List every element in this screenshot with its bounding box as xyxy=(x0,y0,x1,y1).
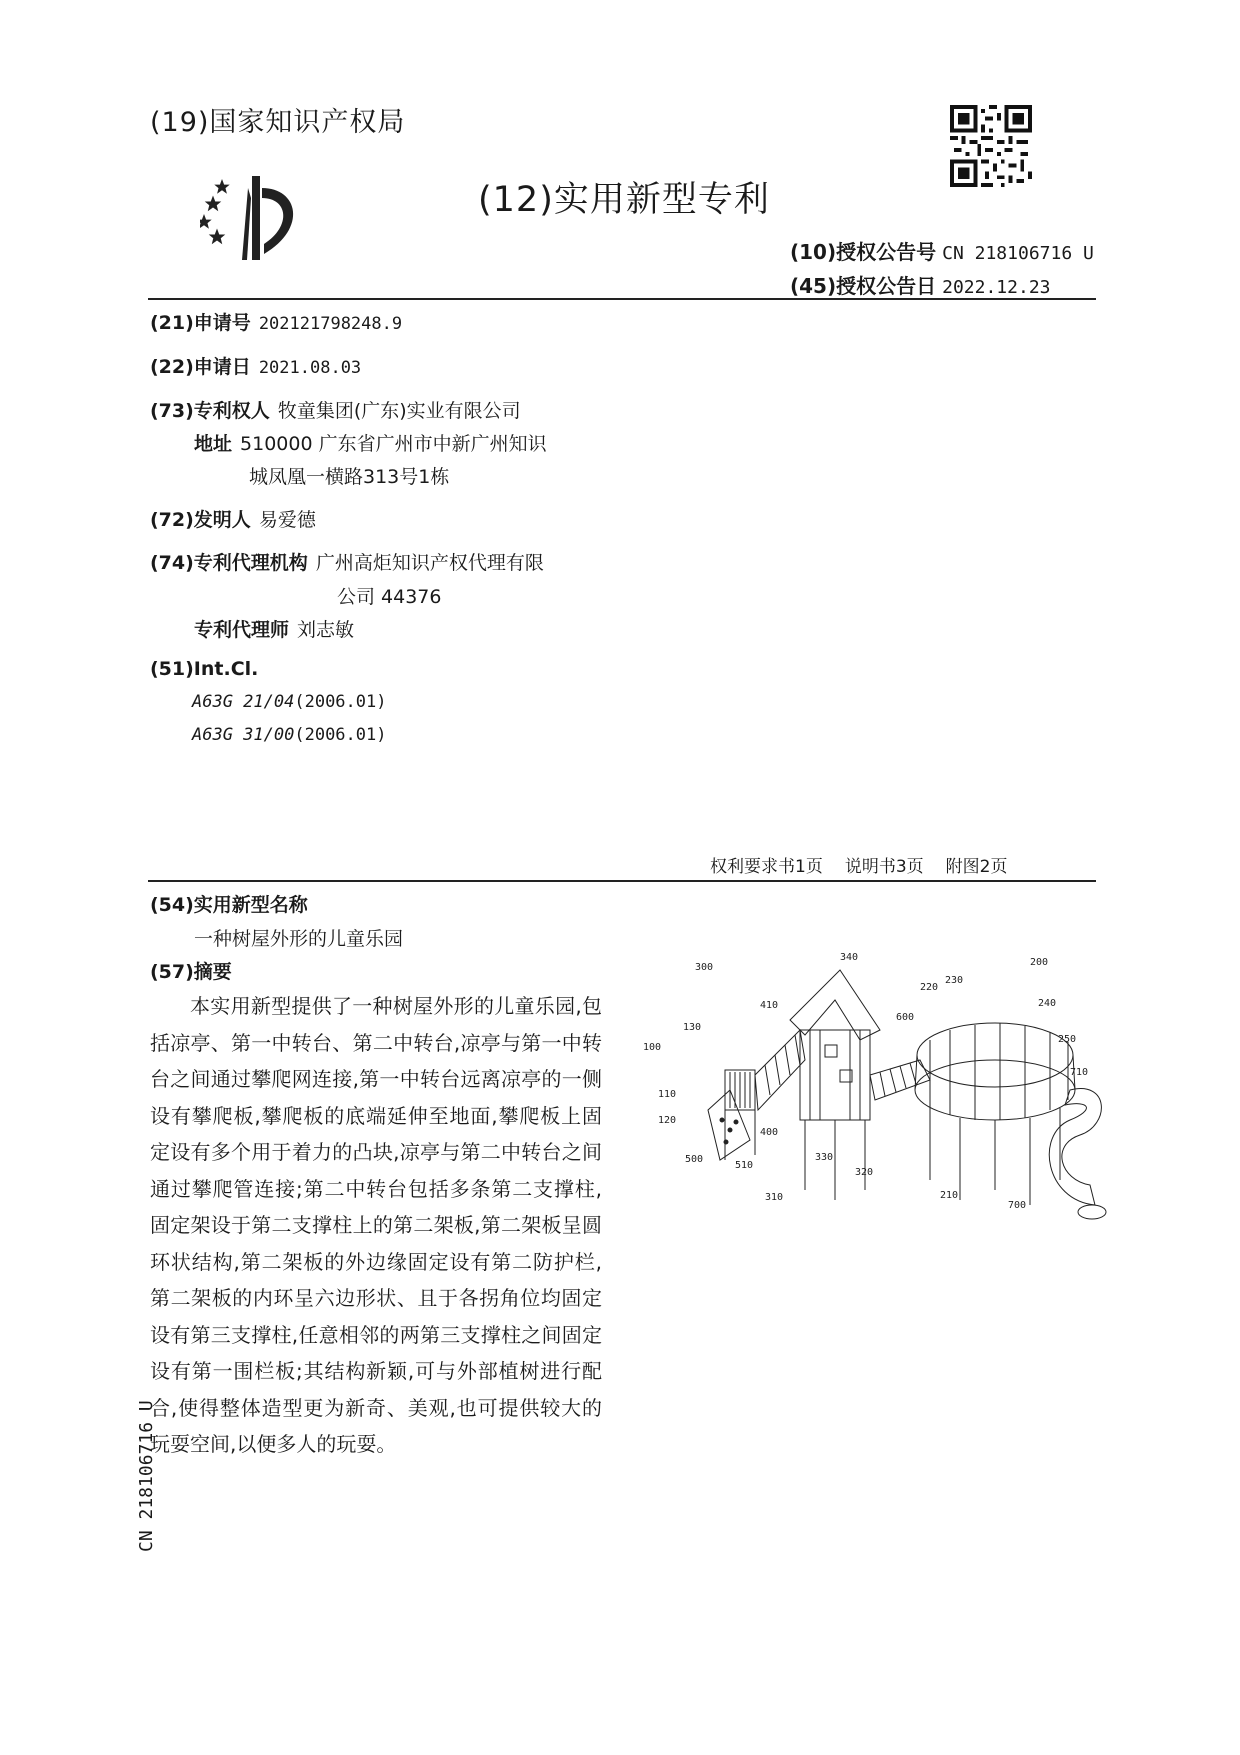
application-date-row xyxy=(150,352,361,379)
inventor-row xyxy=(150,505,316,532)
agency-line2: 公司 44376 xyxy=(337,586,442,608)
tree-house-drawing xyxy=(790,970,880,1200)
side-publication-number: CN 218106716 U xyxy=(136,1400,157,1552)
ipc-label: (51)Int.Cl. xyxy=(150,658,259,680)
ref-label: 700 xyxy=(1008,1200,1027,1211)
ref-label: 200 xyxy=(1030,957,1049,968)
climbing-net-drawing xyxy=(755,1030,805,1110)
ref-label: 340 xyxy=(840,952,859,963)
patentee-label: (73)专利权人 xyxy=(150,400,270,422)
ref-label: 300 xyxy=(695,962,714,973)
address-label: 地址 xyxy=(194,433,233,455)
application-date: 2021.08.03 xyxy=(258,358,362,378)
cnipa-logo xyxy=(200,168,330,268)
ipc-entry xyxy=(192,725,386,745)
ipc-version: (2006.01) xyxy=(294,725,387,745)
claims-pages: 权利要求书1页 xyxy=(710,857,823,877)
drawing-pages: 附图2页 xyxy=(945,857,1008,877)
abstract-label: (57)摘要 xyxy=(150,961,232,983)
abstract-text: 本实用新型提供了一种树屋外形的儿童乐园,包括凉亭、第一中转台、第二中转台,凉亭与第一中转台之间通过攀爬网连接,第一中转台远离凉亭的一侧设有攀爬板,攀爬板的底端延伸至地面,攀爬板上固定设有多个用于着力的凸块,凉亭与第二中转台之间通过攀爬管连接;第二中转台包括多条第二支撑柱,固定架设于第二支撑柱上的第二架板,第二架板呈圆环状结构,第二架板的外边缘固定设有第二防护栏,第二架板的内环呈六边形状、且于各拐角位均固定设有第三支撑柱,任意相邻的两第三支撑柱之间固定设有第一围栏板;其结构新颖,可与外部植树进行配合,使得整体造型更为新奇、美观,也可提供较大的玩耍空间,以便多人的玩耍。 xyxy=(150,994,602,1456)
title-label: (54)实用新型名称 xyxy=(150,894,308,916)
header-rule xyxy=(148,298,1096,300)
ref-label: 310 xyxy=(765,1192,784,1203)
ref-label: 400 xyxy=(760,1127,779,1138)
ipc-label-row xyxy=(150,658,258,680)
climbing-board-drawing xyxy=(708,1090,750,1160)
page-counts xyxy=(710,852,1029,877)
ipc-code: A63G 31/00 xyxy=(192,725,295,745)
agency-row xyxy=(150,548,544,575)
ref-label: 320 xyxy=(855,1167,874,1178)
ref-label: 600 xyxy=(896,1012,915,1023)
section-rule xyxy=(148,880,1096,882)
ref-label: 240 xyxy=(1038,998,1057,1009)
description-pages: 说明书3页 xyxy=(844,857,924,877)
ref-label: 250 xyxy=(1058,1034,1077,1045)
inventor-label: (72)发明人 xyxy=(150,509,251,531)
ref-label: 230 xyxy=(945,975,964,986)
ref-label: 130 xyxy=(683,1022,702,1033)
platform-ring-drawing xyxy=(915,1023,1075,1205)
patentee: 牧童集团(广东)实业有限公司 xyxy=(277,400,521,422)
ref-label: 120 xyxy=(658,1115,677,1126)
abstract-figure xyxy=(640,950,1110,1240)
ipc-entry xyxy=(192,692,386,712)
ref-label: 500 xyxy=(685,1154,704,1165)
document-type: (12)实用新型专利 xyxy=(478,180,770,220)
address-row xyxy=(194,429,547,456)
publication-date-row xyxy=(790,270,1051,299)
application-date-label: (22)申请日 xyxy=(150,356,251,378)
ref-label: 710 xyxy=(1070,1067,1089,1078)
utility-model-title: 一种树屋外形的儿童乐园 xyxy=(194,928,404,950)
ref-label: 330 xyxy=(815,1152,834,1163)
address-line1: 510000 广东省广州市中新广州知识 xyxy=(240,433,547,455)
publication-date-label: (45)授权公告日 xyxy=(790,274,937,298)
agent-label: 专利代理师 xyxy=(194,619,290,641)
publication-number-row xyxy=(790,236,1094,265)
ref-label: 100 xyxy=(643,1042,662,1053)
figure-reference-labels xyxy=(643,952,1088,1211)
ref-label: 220 xyxy=(920,982,939,993)
application-number: 202121798248.9 xyxy=(258,314,403,334)
ref-label: 110 xyxy=(658,1089,677,1100)
qr-code xyxy=(950,105,1032,187)
ref-label: 410 xyxy=(760,1000,779,1011)
address-line2: 城凤凰一横路313号1栋 xyxy=(249,466,450,488)
ref-label: 510 xyxy=(735,1160,754,1171)
inventor: 易爱德 xyxy=(258,509,316,531)
publication-date: 2022.12.23 xyxy=(942,277,1051,298)
ref-label: 210 xyxy=(940,1190,959,1201)
ipc-version: (2006.01) xyxy=(294,692,387,712)
publication-number-label: (10)授权公告号 xyxy=(790,240,937,264)
agency-line1: 广州高炬知识产权代理有限 xyxy=(315,552,544,574)
ipc-code: A63G 21/04 xyxy=(192,692,295,712)
office-name: (19)国家知识产权局 xyxy=(150,107,406,138)
patentee-row xyxy=(150,396,521,423)
application-number-row xyxy=(150,308,402,335)
agency-label: (74)专利代理机构 xyxy=(150,552,308,574)
publication-number: CN 218106716 U xyxy=(942,243,1094,264)
application-number-label: (21)申请号 xyxy=(150,312,251,334)
agent: 刘志敏 xyxy=(297,619,355,641)
agent-row xyxy=(194,615,354,642)
